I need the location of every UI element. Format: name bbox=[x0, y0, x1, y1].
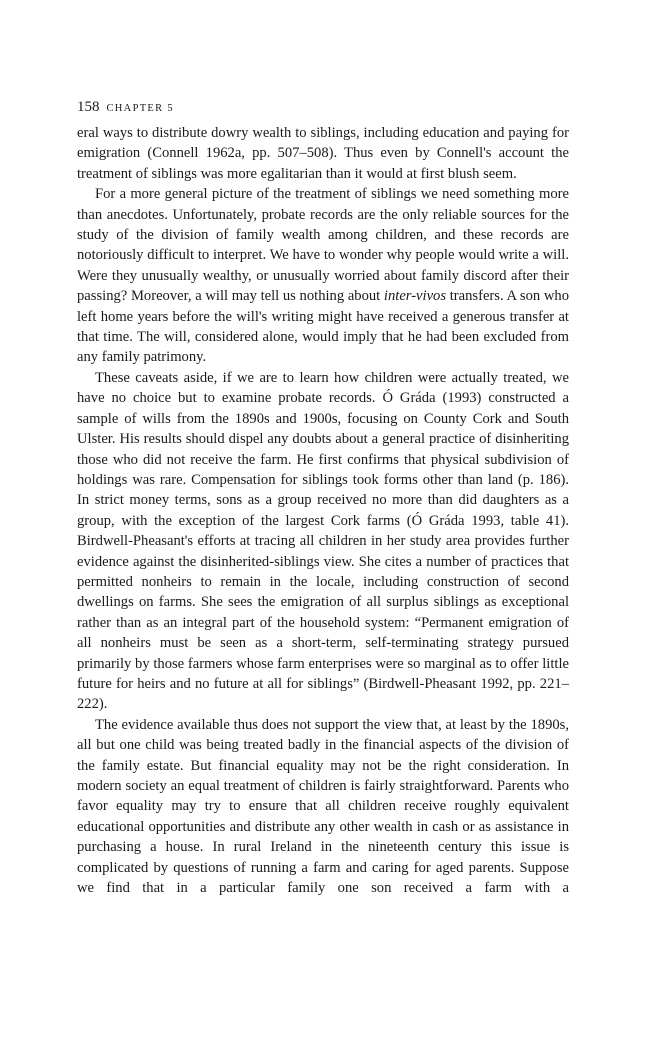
paragraph-4: The evidence available thus does not support the view that, at least by the 1890s, all but one child was being treated badly in the financial aspects of the division of the family estate. But financial equality may not be the right consideration. In modern society an equal treatment of children is fairly straightforward. Parents who favor equality may try to ensure that all children receive roughly equivalent educational opportunities and distribute any other wealth in cash or as assistance in purchasing a house. In rural Ireland in the nineteenth century this issue is complicated by questions of running a farm and caring for aged parents. Suppose we find that in a particular family one son received a farm with a bbox=[77, 716, 569, 897]
page-number: 158 bbox=[77, 99, 100, 115]
paragraph-3: These caveats aside, if we are to learn how children were actually treated, we have no choice but to examine probate records. Ó Gráda (1993) constructed a sample of wills from the 1890s and 1900s, focusing on County Cork and South Ulster. His results should dispel any doubts about a general practice of disinheriting those who did not receive the farm. He first confirms that physical subdivision of holdings was rare. Compensation for siblings took forms other than land (p. 186). In strict money terms, sons as a group received no more than did daughters as a group, with the exception of the largest Cork farms (Ó Gráda 1993, table 41). Birdwell-Pheasant's efforts at tracing all children in her study area provides further evidence against the disinherited-siblings view. She cites a number of practices that permitted nonheirs to remain in the locale, including construction of second dwellings on farms. She sees the emigration of all surplus siblings as exceptional rather than as an integral part of the household system: “Permanent emigration of all nonheirs must be seen as a short-term, self-terminating strategy pursued primarily by those farmers whose farm enterprises were so marginal as to offer little future for heirs and no future at all for siblings” (Birdwell-Pheasant 1992, pp. 221–222). bbox=[77, 369, 569, 713]
book-page bbox=[77, 97, 569, 898]
running-head bbox=[77, 97, 569, 119]
paragraph-2 bbox=[77, 184, 569, 368]
paragraph-2-italic-term: inter-vivos bbox=[383, 288, 447, 305]
chapter-label: CHAPTER 5 bbox=[106, 103, 174, 114]
body-text bbox=[77, 123, 569, 898]
paragraph-2-part-2: transfers. A son who left home years before the will's writing might have received a generous transfer at that time. The will, considered alone, would imply that he had been excluded from any family patrimony. bbox=[77, 288, 569, 366]
paragraph-2-part-1: For a more general picture of the treatment of siblings we need something more than anecdotes. Unfortunately, probate records are the only reliable sources for the study of the division of family wealth among children, and these records are notoriously difficult to interpret. We have to wonder why people would write a will. Were they unusually wealthy, or unusually worried about family discord after their passing? Moreover, a will may tell us nothing about bbox=[77, 186, 569, 305]
paragraph-1: eral ways to distribute dowry wealth to siblings, including education and paying for emigration (Connell 1962a, pp. 507–508). Thus even by Connell's account the treatment of siblings was more egalitarian than it would at first blush seem. bbox=[77, 125, 569, 182]
